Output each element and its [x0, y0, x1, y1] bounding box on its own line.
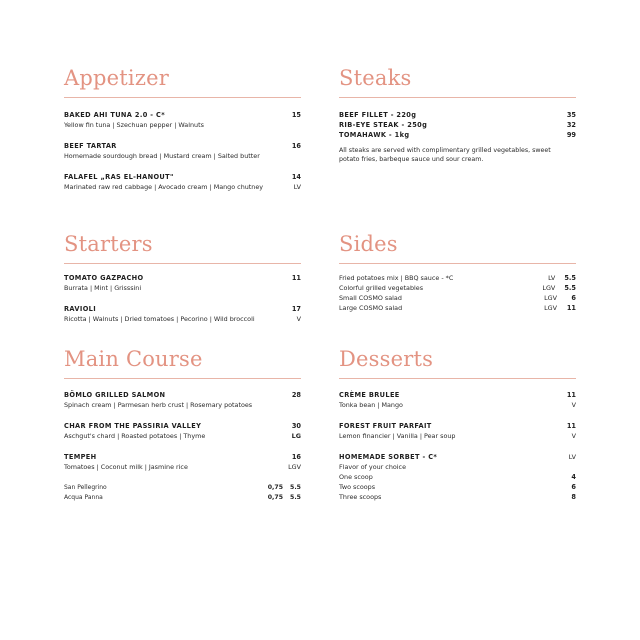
item-price: 11 — [566, 304, 576, 312]
diet-tag: LV — [293, 183, 301, 191]
item-name: BEEF TARTAR — [64, 142, 117, 150]
diet-tag: V — [296, 315, 301, 323]
section-heading: Appetizer — [64, 66, 169, 90]
menu-item — [64, 304, 301, 324]
divider — [64, 378, 301, 379]
item-price: 32 — [566, 121, 576, 129]
item-name: FOREST FRUIT PARFAIT — [339, 422, 432, 430]
item-description: Burrata | Mint | Grisssini — [64, 284, 142, 292]
drink-name: Acqua Panna — [64, 494, 103, 501]
drink-row — [64, 483, 301, 493]
diet-tag: LGV — [544, 294, 557, 302]
option-label: One scoop — [339, 473, 373, 481]
side-name: Fried potatoes mix | BBQ sauce - *C — [339, 274, 454, 282]
menu-item — [339, 120, 576, 130]
divider — [339, 263, 576, 264]
drink-price: 5.5 — [290, 494, 301, 501]
side-name: Small COSMO salad — [339, 294, 402, 302]
section-heading: Steaks — [339, 66, 412, 90]
menu-item — [339, 130, 576, 140]
section-steaks — [339, 65, 576, 164]
item-price: 11 — [566, 391, 576, 399]
menu-item — [64, 141, 301, 161]
item-name: BÖMLO GRILLED SALMON — [64, 391, 166, 399]
option-label: Three scoops — [339, 493, 382, 501]
side-item — [339, 283, 576, 293]
option-price: 4 — [571, 473, 576, 481]
item-price: 99 — [566, 131, 576, 139]
item-price: 17 — [291, 305, 301, 313]
item-name: HOMEMADE SORBET - C* — [339, 453, 438, 461]
item-price: 15 — [291, 111, 301, 119]
menu-item — [339, 421, 576, 441]
item-description: Tomatoes | Coconut milk | Jasmine rice — [64, 463, 188, 471]
item-name: TOMATO GAZPACHO — [64, 274, 144, 282]
item-price: 5.5 — [564, 274, 576, 282]
drinks-list — [64, 483, 301, 503]
item-description: Yellow fin tuna | Szechuan pepper | Walnuts — [64, 121, 204, 129]
item-name: RIB-EYE STEAK - 250g — [339, 121, 428, 129]
side-item — [339, 303, 576, 313]
item-name: BAKED AHI TUNA 2.0 - C* — [64, 111, 165, 119]
side-item — [339, 293, 576, 303]
diet-tag: LGV — [542, 284, 556, 292]
section-main-course — [64, 346, 301, 503]
diet-tag: LV — [548, 274, 556, 282]
section-desserts — [339, 346, 576, 502]
drink-row — [64, 493, 301, 503]
diet-tag: LGV — [288, 463, 301, 471]
item-price: 11 — [291, 274, 301, 282]
item-price: 28 — [291, 391, 301, 399]
divider — [339, 378, 576, 379]
menu-item — [64, 273, 301, 293]
section-appetizer — [64, 65, 301, 192]
sorbet-option — [339, 492, 576, 502]
sorbet-option — [339, 482, 576, 492]
menu-item — [64, 110, 301, 130]
divider — [64, 263, 301, 264]
item-name: RAVIOLI — [64, 305, 96, 313]
item-price: 5.5 — [564, 284, 576, 292]
section-heading: Sides — [339, 232, 398, 256]
sides-list — [339, 273, 576, 313]
item-price: 16 — [291, 142, 301, 150]
menu-item — [339, 390, 576, 410]
item-description: Aschgut's chard | Roasted potatoes | Thyme — [64, 432, 206, 440]
item-name: BEEF FILLET - 220g — [339, 111, 417, 119]
item-price: 6 — [571, 294, 576, 302]
section-starters — [64, 231, 301, 324]
menu-item — [64, 172, 301, 192]
divider — [339, 97, 576, 98]
item-description: Marinated raw red cabbage | Avocado cream | Mango chutney — [64, 183, 264, 191]
menu-item — [339, 110, 576, 120]
item-name: TEMPEH — [64, 453, 97, 461]
side-item — [339, 273, 576, 283]
menu-item-sorbet — [339, 452, 576, 502]
diet-tag: LG — [291, 432, 301, 440]
item-price: 30 — [291, 422, 301, 430]
section-heading: Starters — [64, 232, 153, 256]
drink-name: San Pellegrino — [64, 484, 107, 491]
steak-list — [339, 110, 576, 140]
option-price: 6 — [571, 483, 576, 491]
menu-item — [64, 390, 301, 410]
item-name: FALAFEL „RAS EL-HANOUT" — [64, 173, 174, 181]
drink-size: 0,75 — [267, 484, 284, 491]
side-name: Large COSMO salad — [339, 304, 403, 312]
divider — [64, 97, 301, 98]
item-price: 16 — [291, 453, 301, 461]
item-description: Ricotta | Walnuts | Dried tomatoes | Pecorino | Wild broccoli — [64, 315, 255, 323]
item-name: CRÈME BRULEE — [339, 391, 400, 399]
drink-size: 0,75 — [267, 494, 284, 501]
item-price: 14 — [291, 173, 301, 181]
item-price: 11 — [566, 422, 576, 430]
option-price: 8 — [571, 493, 576, 501]
sorbet-option — [339, 472, 576, 482]
item-description: Tonka bean | Mango — [339, 401, 403, 409]
item-price: 35 — [566, 111, 576, 119]
diet-tag: LGV — [544, 304, 557, 312]
item-description: Spinach cream | Parmesan herb crust | Rosemary potatoes — [64, 401, 253, 409]
side-name: Colorful grilled vegetables — [339, 284, 424, 292]
item-name: CHAR FROM THE PASSIRIA VALLEY — [64, 422, 202, 430]
menu-item — [64, 452, 301, 472]
item-description: Lemon financier | Vanilla | Pear soup — [339, 432, 456, 440]
item-name: TOMAHAWK - 1kg — [339, 131, 410, 139]
diet-tag: LV — [568, 453, 576, 461]
diet-tag: V — [571, 432, 576, 440]
menu-item — [64, 421, 301, 441]
item-description: Homemade sourdough bread | Mustard cream | Salted butter — [64, 152, 260, 160]
section-sides — [339, 231, 576, 313]
diet-tag: V — [571, 401, 576, 409]
steak-note: All steaks are served with complimentary grilled vegetables, sweet potato fries, barbeque sauce und sour cream. — [339, 147, 551, 163]
section-heading: Main Course — [64, 347, 203, 371]
item-description: Flavor of your choice — [339, 463, 407, 471]
section-heading: Desserts — [339, 347, 434, 371]
option-label: Two scoops — [339, 483, 376, 491]
drink-price: 5.5 — [290, 484, 301, 491]
